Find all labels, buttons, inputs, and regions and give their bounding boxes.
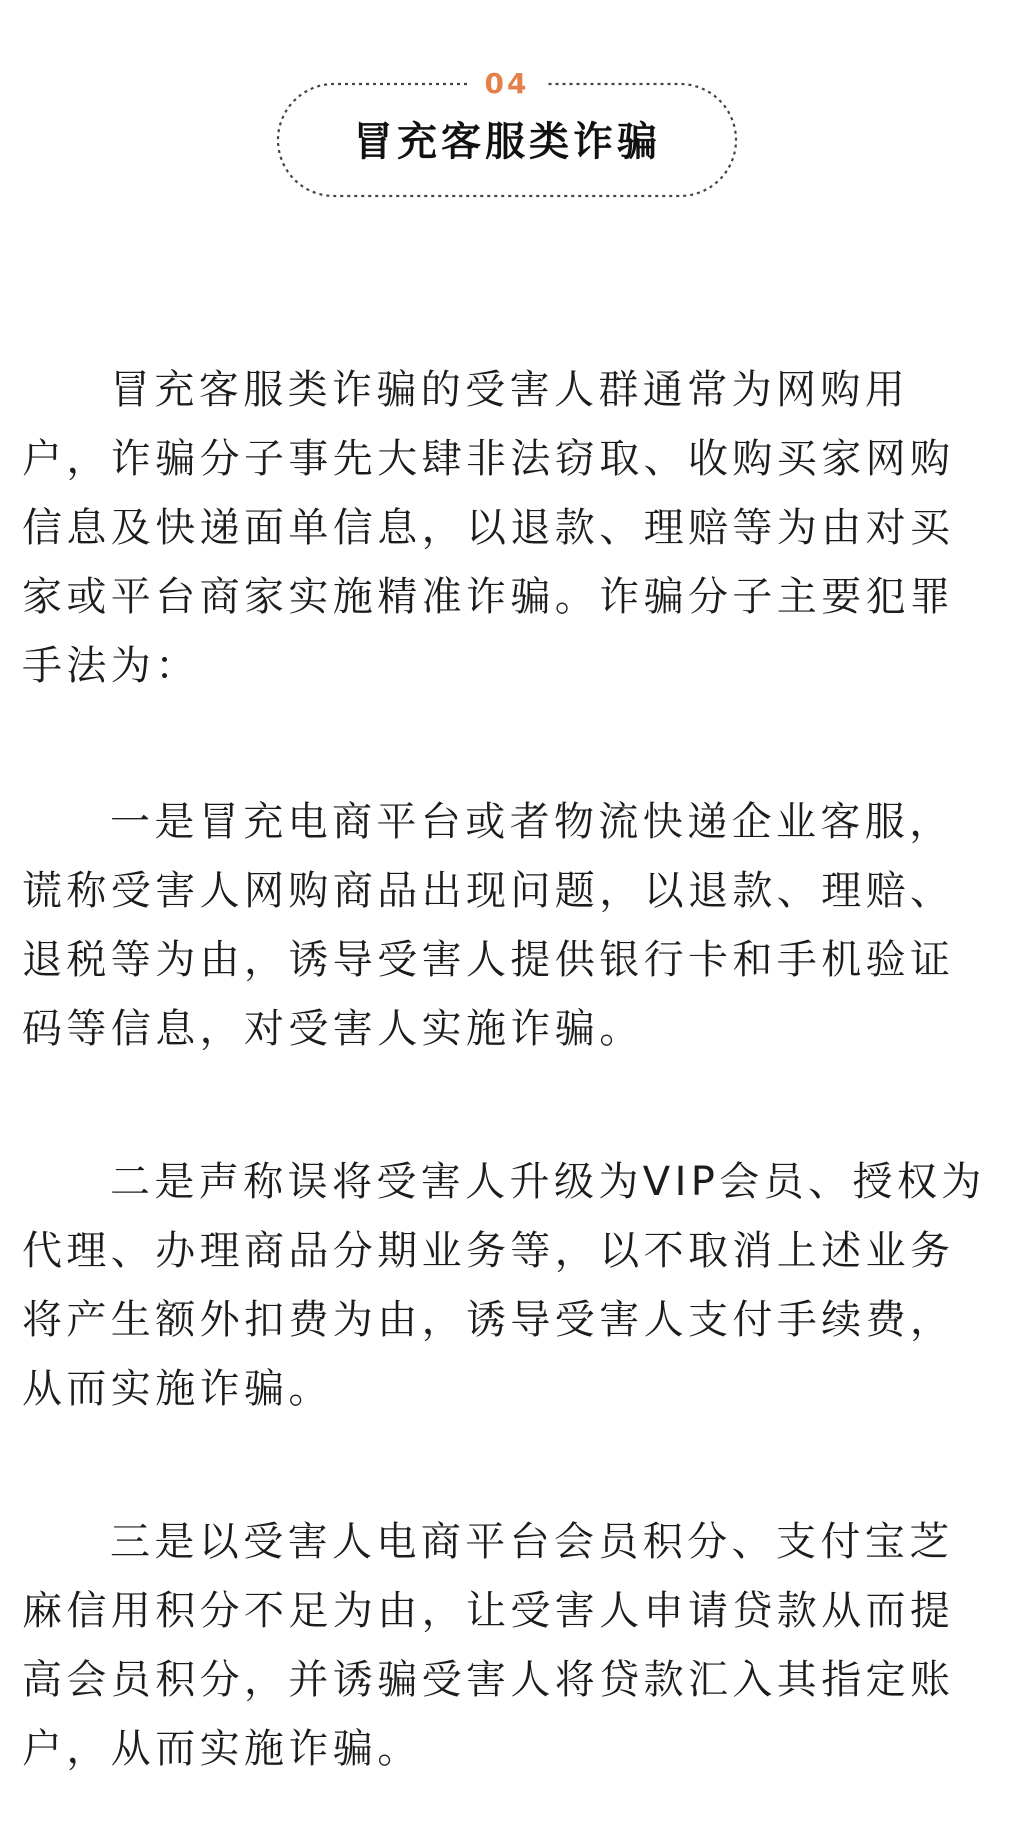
section-header bbox=[272, 67, 742, 198]
section-number: 04 bbox=[484, 67, 530, 100]
method-three-paragraph: 三是以受害人电商平台会员积分、支付宝芝麻信用积分不足为由，让受害人申请贷款从而提高会员积分，并诱骗受害人将贷款汇入其指定账户，从而实施诈骗。 bbox=[22, 1519, 955, 1772]
section-title: 冒充客服类诈骗 bbox=[353, 119, 661, 165]
method-two-paragraph: 二是声称误将受害人升级为VIP会员、授权为代理、办理商品分期业务等，以不取消上述业务将产生额外扣费为由，诱导受害人支付手续费，从而实施诈骗。 bbox=[22, 1159, 986, 1412]
method-one-paragraph: 一是冒充电商平台或者物流快递企业客服，谎称受害人网购商品出现问题，以退款、理赔、退税等为由，诱导受害人提供银行卡和手机验证码等信息，对受害人实施诈骗。 bbox=[22, 799, 955, 1052]
intro-paragraph: 冒充客服类诈骗的受害人群通常为网购用户，诈骗分子事先大肆非法窃取、收购买家网购信息及快递面单信息，以退款、理赔等为由对买家或平台商家实施精准诈骗。诈骗分子主要犯罪手法为： bbox=[22, 367, 955, 689]
